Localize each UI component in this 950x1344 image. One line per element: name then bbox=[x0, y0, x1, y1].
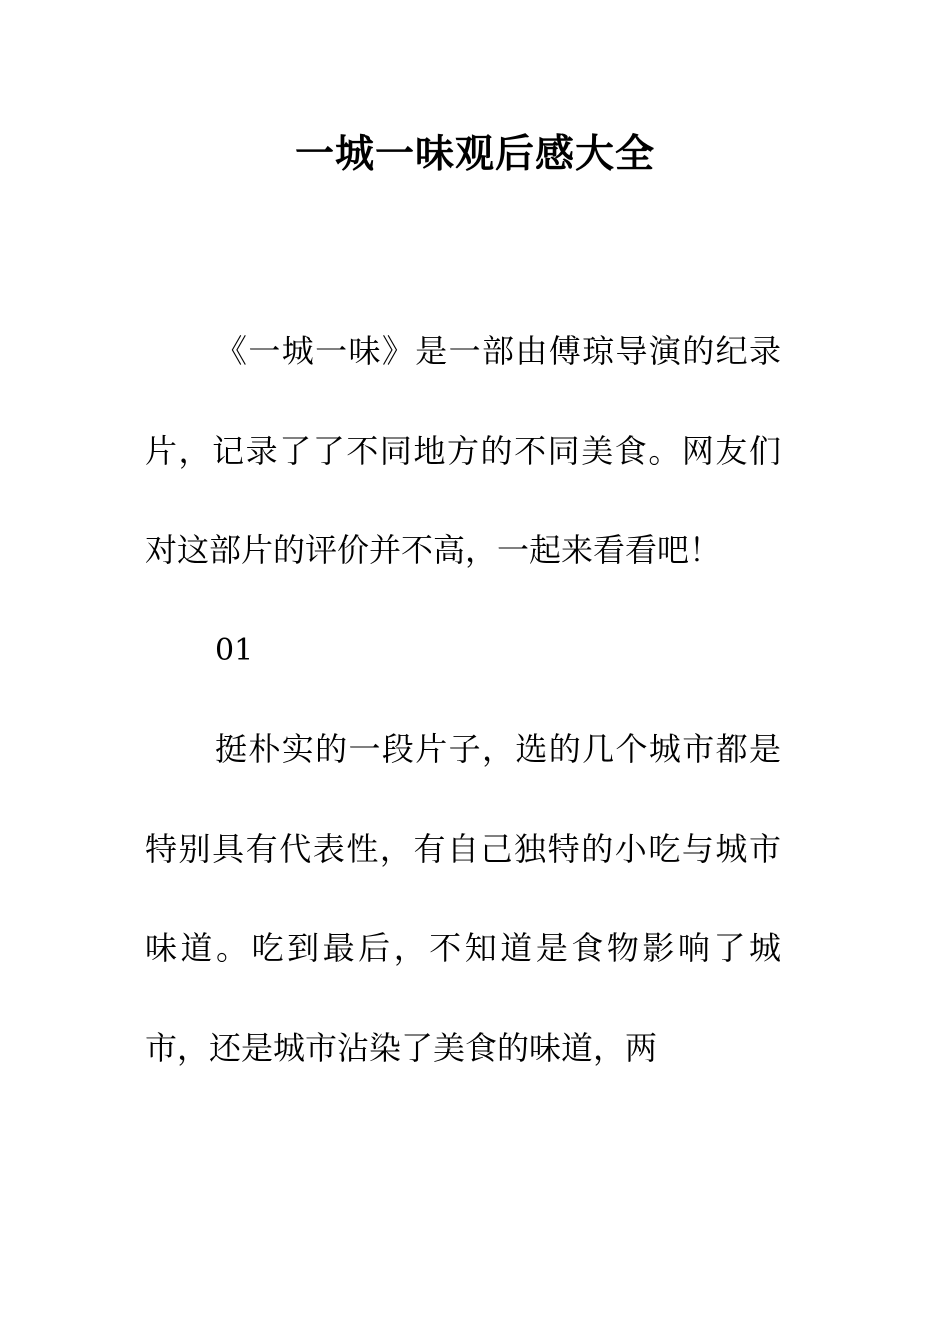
section-number: 01 bbox=[215, 632, 254, 668]
document-title: 一城一味观后感大全 bbox=[294, 131, 655, 177]
document-body bbox=[145, 302, 781, 1098]
review-paragraph: 挺朴实的一段片子，选的几个城市都是特别具有代表性，有自己独特的小吃与城市味道。吃到最后，不知道是食物影响了城市，还是城市沾染了美食的味道，两 bbox=[145, 730, 781, 1067]
intro-paragraph: 《一城一味》是一部由傅琼导演的纪录片，记录了了不同地方的不同美食。网友们对这部片的评价并不高，一起来看看吧！ bbox=[145, 332, 781, 569]
